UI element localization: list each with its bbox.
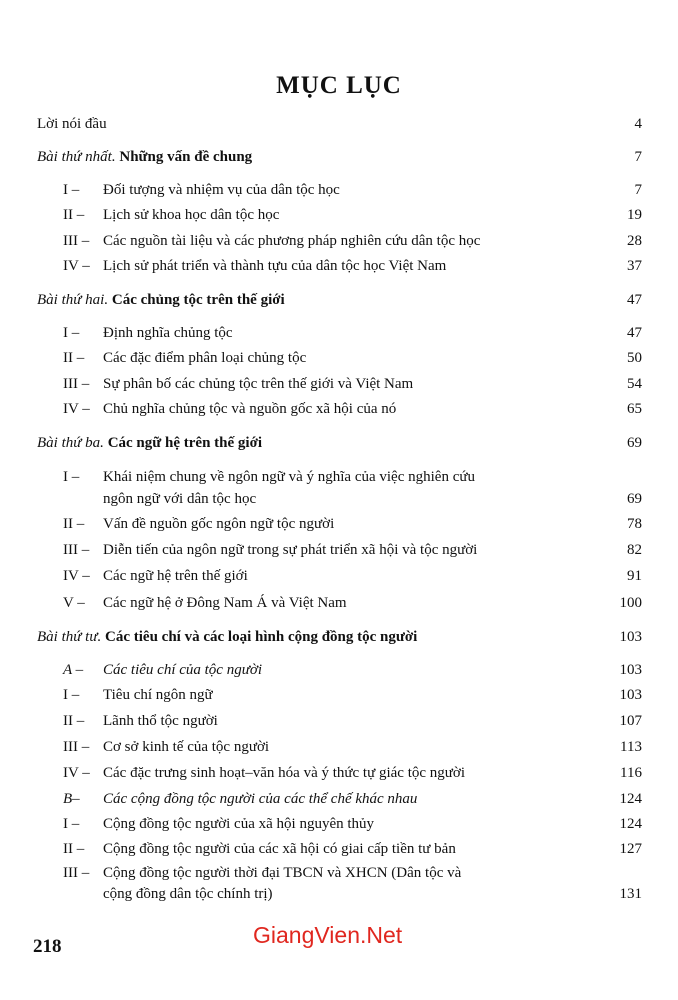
- section-title: Các cộng đồng tộc người của các thể chế khác nhau: [103, 791, 418, 807]
- page-number: 218: [33, 936, 62, 957]
- lesson-title: Các ngữ hệ trên thế giới: [107, 435, 263, 451]
- entry-number: I –: [63, 325, 80, 341]
- entry-text: Cộng đồng tộc người của xã hội nguyên thủy: [103, 816, 375, 832]
- entry-number: I –: [63, 182, 80, 198]
- entry-text: Cộng đồng tộc người của các xã hội có giai cấp tiền tư bản: [103, 841, 456, 857]
- entry-page: 124: [619, 816, 642, 832]
- entry-page: 54: [627, 376, 642, 392]
- entry-page: 65: [627, 401, 642, 417]
- entry-page: 116: [620, 765, 642, 781]
- entry-number: I –: [63, 469, 80, 485]
- entry-text: Các nguồn tài liệu và các phương pháp nghiên cứu dân tộc học: [103, 233, 481, 249]
- lesson-lead: Bài thứ hai.: [37, 292, 109, 308]
- preface-page: 4: [634, 116, 642, 132]
- entry-page: 37: [627, 258, 642, 274]
- entry-text: Định nghĩa chủng tộc: [103, 325, 233, 341]
- entry-page: 82: [627, 542, 642, 558]
- preface-label: Lời nói đầu: [37, 116, 107, 132]
- lesson-page: 7: [634, 149, 642, 165]
- entry-number: III –: [63, 865, 90, 881]
- entry-page: 50: [627, 350, 642, 366]
- entry-number: I –: [63, 687, 80, 703]
- entry-number: IV –: [63, 258, 90, 274]
- entry-text: Các đặc điểm phân loại chủng tộc: [103, 350, 307, 366]
- entry-page: 91: [627, 568, 642, 584]
- entry-page: 28: [627, 233, 642, 249]
- entry-page: 131: [619, 886, 642, 902]
- entry-text: Lãnh thổ tộc người: [103, 713, 218, 729]
- entry-number: IV –: [63, 568, 90, 584]
- entry-page: 127: [619, 841, 642, 857]
- entry-page: 47: [627, 325, 642, 341]
- lesson-title: Các chủng tộc trên thế giới: [111, 292, 285, 308]
- entry-number: V –: [63, 595, 85, 611]
- entry-text: Các ngữ hệ ở Đông Nam Á và Việt Nam: [103, 595, 347, 611]
- entry-text: Đối tượng và nhiệm vụ của dân tộc học: [103, 182, 340, 198]
- section-letter: A –: [63, 662, 84, 678]
- entry-number: II –: [63, 516, 85, 532]
- lesson-title: Các tiêu chí và các loại hình cộng đồng tộc người: [105, 629, 418, 645]
- entry-number: II –: [63, 207, 85, 223]
- entry-number: II –: [63, 713, 85, 729]
- entry-text: Lịch sử phát triển và thành tựu của dân tộc học Việt Nam: [103, 258, 447, 274]
- entry-text: Các ngữ hệ trên thế giới: [103, 568, 248, 584]
- entry-text: Chủ nghĩa chủng tộc và nguồn gốc xã hội của nó: [103, 401, 397, 417]
- entry-page: 113: [620, 739, 642, 755]
- entry-text: Sự phân bố các chủng tộc trên thế giới và Việt Nam: [103, 376, 414, 392]
- lesson-lead: Bài thứ tư.: [37, 629, 102, 645]
- entry-number: II –: [63, 841, 85, 857]
- entry-page: 7: [634, 182, 642, 198]
- entry-number: III –: [63, 739, 90, 755]
- lesson-title: Những vấn đề chung: [119, 149, 253, 165]
- entry-text: Lịch sử khoa học dân tộc học: [103, 207, 280, 223]
- entry-number: IV –: [63, 401, 90, 417]
- entry-text: Tiêu chí ngôn ngữ: [103, 687, 213, 703]
- page-title: MỤC LỤC: [276, 72, 402, 99]
- entry-page: 103: [619, 662, 642, 678]
- entry-number: III –: [63, 233, 90, 249]
- entry-number: IV –: [63, 765, 90, 781]
- entry-page: 78: [627, 516, 642, 532]
- lesson-page: 69: [627, 435, 642, 451]
- entry-text: Khái niệm chung về ngôn ngữ và ý nghĩa của việc nghiên cứu: [103, 469, 475, 485]
- entry-number: II –: [63, 350, 85, 366]
- lesson-lead: Bài thứ ba.: [37, 435, 104, 451]
- entry-page: 107: [619, 713, 642, 729]
- entry-page: 103: [619, 687, 642, 703]
- entry-text: Diễn tiến của ngôn ngữ trong sự phát triển xã hội và tộc người: [103, 542, 478, 558]
- entry-page: 100: [619, 595, 642, 611]
- section-letter: B–: [63, 791, 80, 807]
- lesson-lead: Bài thứ nhất.: [37, 149, 116, 165]
- entry-number: I –: [63, 816, 80, 832]
- entry-page: 69: [627, 491, 642, 507]
- entry-text: ngôn ngữ với dân tộc học: [103, 491, 257, 507]
- watermark: GiangVien.Net: [253, 922, 403, 948]
- section-title: Các tiêu chí của tộc người: [103, 662, 263, 678]
- lesson-page: 47: [627, 292, 642, 308]
- lesson-page: 103: [619, 629, 642, 645]
- entry-number: III –: [63, 542, 90, 558]
- entry-text: cộng đồng dân tộc chính trị): [103, 886, 273, 902]
- entry-page: 19: [627, 207, 642, 223]
- entry-text: Vấn đề nguồn gốc ngôn ngữ tộc người: [103, 516, 335, 532]
- entry-text: Cộng đồng tộc người thời đại TBCN và XHCN (Dân tộc và: [103, 865, 462, 881]
- entry-number: III –: [63, 376, 90, 392]
- entry-text: Các đặc trưng sinh hoạt–văn hóa và ý thức tự giác tộc người: [103, 765, 466, 781]
- entry-text: Cơ sở kinh tế của tộc người: [103, 739, 270, 755]
- entry-page: 124: [619, 791, 642, 807]
